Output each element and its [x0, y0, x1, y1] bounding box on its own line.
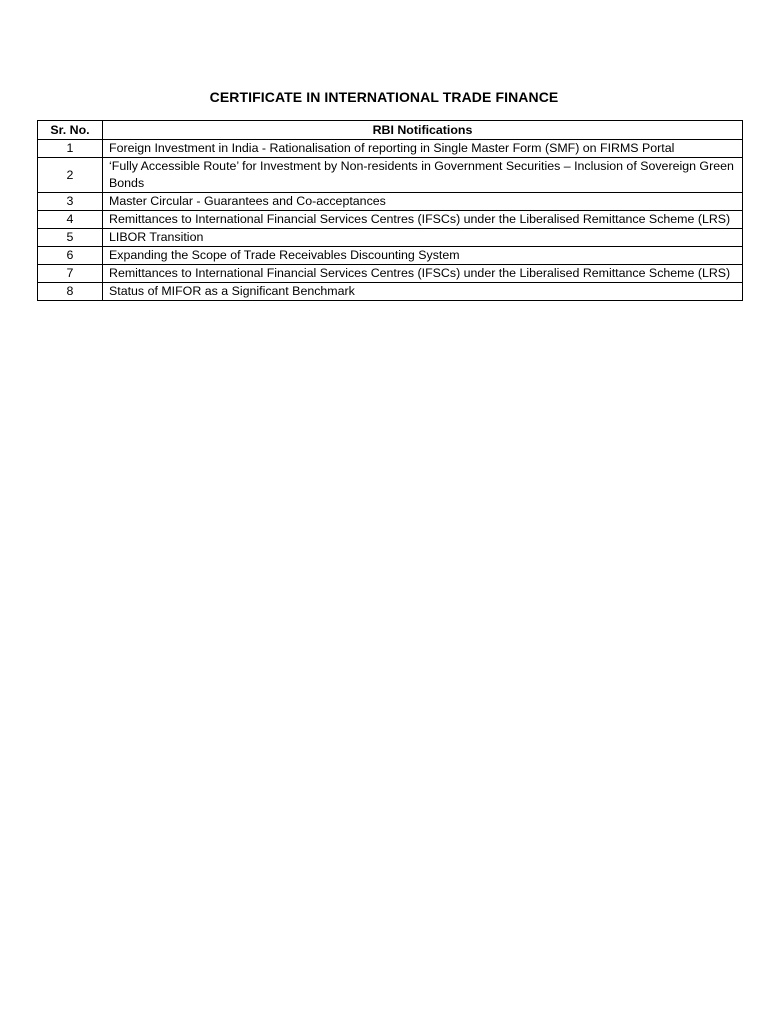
row-notification-title: ‘Fully Accessible Route’ for Investment by Non-residents in Government Securities – Inclusion of Sovereign Green Bonds — [103, 158, 743, 193]
column-header-sr-no: Sr. No. — [38, 121, 103, 140]
table-row — [38, 229, 743, 247]
table-row — [38, 283, 743, 301]
table-row — [38, 158, 743, 193]
row-serial-number: 5 — [38, 229, 103, 247]
row-notification-title: LIBOR Transition — [103, 229, 743, 247]
row-serial-number: 2 — [38, 158, 103, 193]
row-notification-title: Remittances to International Financial Services Centres (IFSCs) under the Liberalised Remittance Scheme (LRS) — [103, 265, 743, 283]
row-serial-number: 7 — [38, 265, 103, 283]
row-serial-number: 3 — [38, 193, 103, 211]
table-row — [38, 140, 743, 158]
row-notification-title: Status of MIFOR as a Significant Benchmark — [103, 283, 743, 301]
table-row — [38, 265, 743, 283]
row-serial-number: 8 — [38, 283, 103, 301]
page-title: CERTIFICATE IN INTERNATIONAL TRADE FINANCE — [209, 89, 559, 105]
table-row — [38, 247, 743, 265]
row-notification-title: Remittances to International Financial Services Centres (IFSCs) under the Liberalised Remittance Scheme (LRS) — [103, 211, 743, 229]
table-row — [38, 211, 743, 229]
row-serial-number: 1 — [38, 140, 103, 158]
table-header-row — [38, 121, 743, 140]
notifications-table — [37, 120, 743, 301]
table-row — [38, 193, 743, 211]
row-serial-number: 4 — [38, 211, 103, 229]
row-serial-number: 6 — [38, 247, 103, 265]
row-notification-title: Foreign Investment in India - Rationalisation of reporting in Single Master Form (SMF) on FIRMS Portal — [103, 140, 743, 158]
row-notification-title: Master Circular - Guarantees and Co-acceptances — [103, 193, 743, 211]
column-header-rbi-notifications: RBI Notifications — [103, 121, 743, 140]
row-notification-title: Expanding the Scope of Trade Receivables Discounting System — [103, 247, 743, 265]
